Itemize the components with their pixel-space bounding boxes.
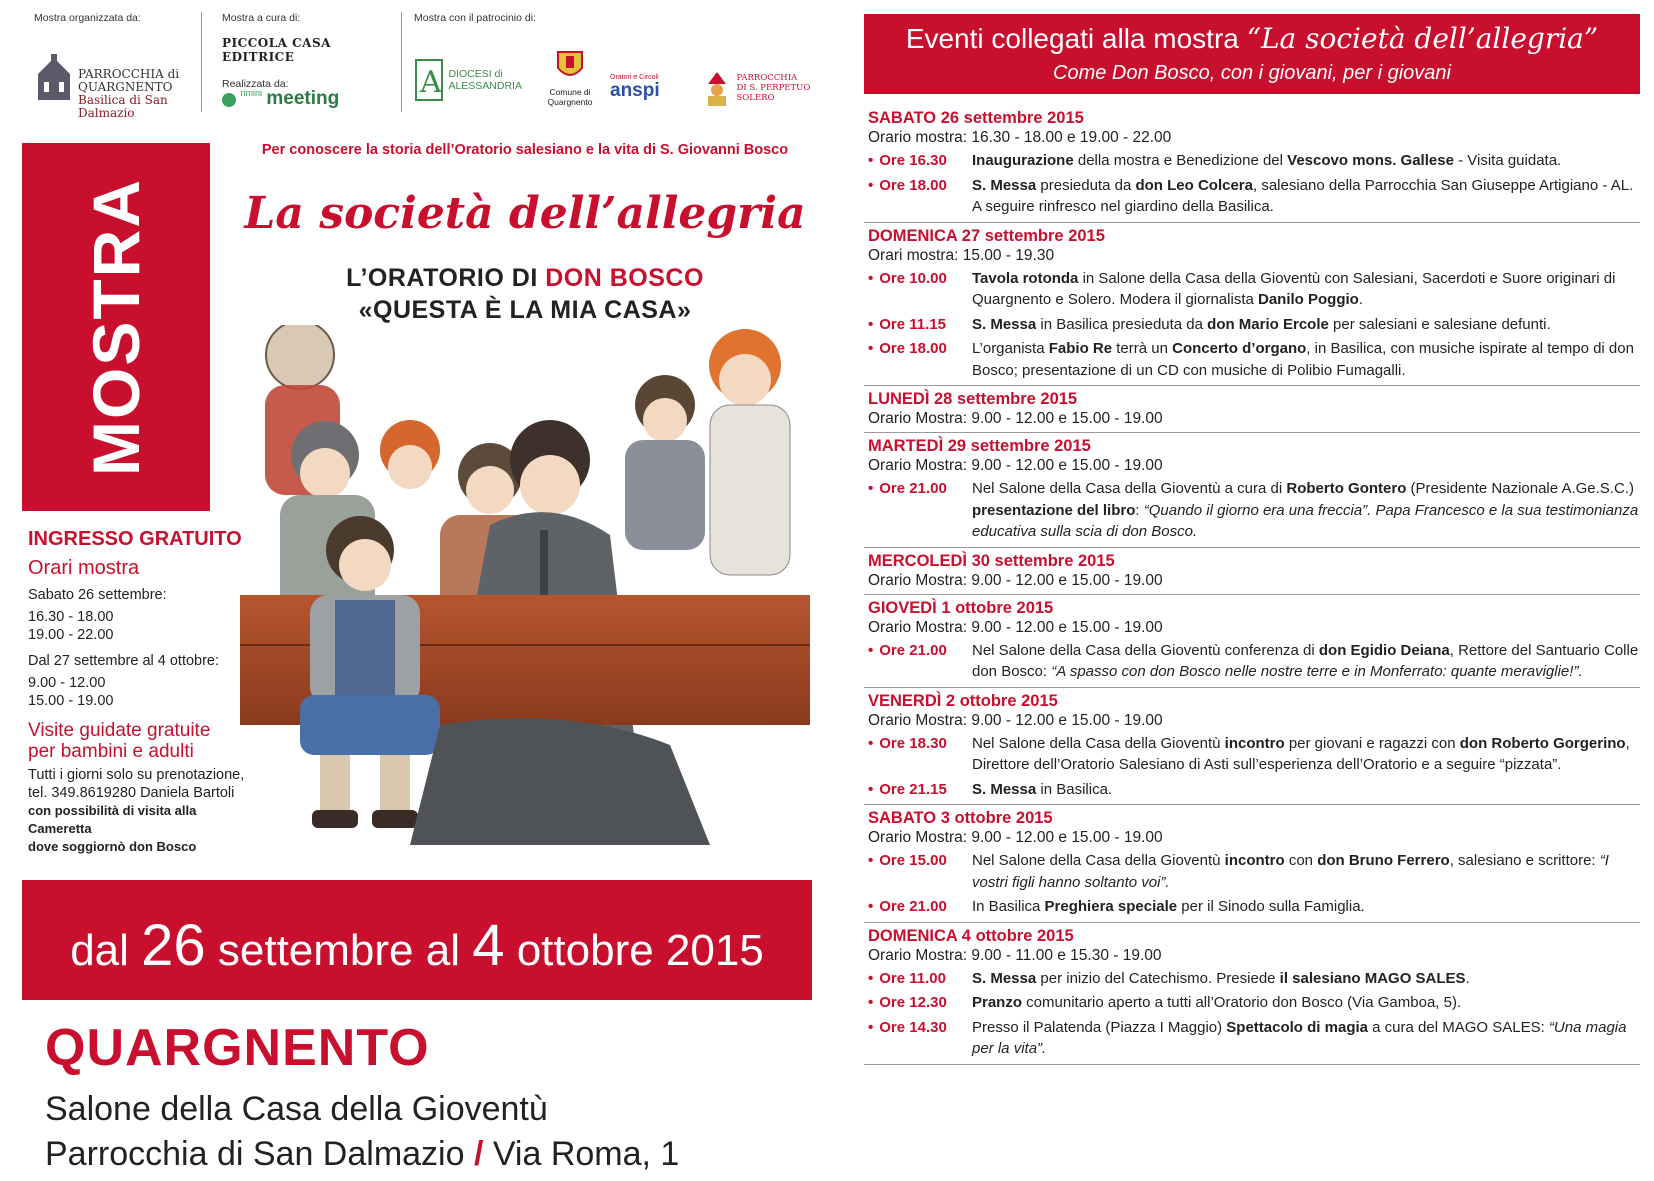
event-item — [868, 338, 1640, 381]
diocesi-logo — [414, 58, 522, 102]
event-item — [868, 850, 1640, 893]
events-title — [864, 22, 1640, 55]
event-time: • Ore 18.00 — [868, 175, 947, 197]
exhibition-subtitle — [240, 262, 810, 326]
events-subtitle: Come Don Bosco, con i giovani, per i giovani — [1053, 62, 1451, 84]
booking-line2: tel. 349.8619280 Daniela Bartoli — [28, 785, 235, 801]
event-description: In Basilica Preghiera speciale per il Sinodo sulla Famiglia. — [972, 898, 1365, 915]
venue-line1: Salone della Casa della Gioventù — [45, 1090, 548, 1128]
city-name: QUARGNENTO — [45, 1019, 430, 1077]
day-block — [864, 805, 1640, 923]
booking-line1: Tutti i giorni solo su prenotazione, — [28, 767, 245, 783]
perpetuo-line1: PARROCCHIA — [736, 73, 798, 83]
day-block — [864, 595, 1640, 688]
day-block — [864, 223, 1640, 387]
intro-text: Per conoscere la storia dell’Oratorio salesiano e la vita di S. Giovanni Bosco — [261, 142, 789, 158]
date-band — [22, 880, 812, 1000]
day-heading: MERCOLEDÌ 30 settembre 2015 — [868, 551, 1115, 570]
event-item — [868, 175, 1640, 218]
day-hours: Orario Mostra: 9.00 - 12.00 e 15.00 - 19.00 — [868, 711, 1163, 729]
sat-label: Sabato 26 settembre: — [28, 587, 167, 603]
event-item — [868, 268, 1640, 311]
date-end-day: 4 — [472, 913, 505, 978]
day-hours: Orario mostra: 16.30 - 18.00 e 19.00 - 22.00 — [868, 129, 1172, 146]
event-time: • Ore 11.15 — [868, 314, 946, 336]
event-time: • Ore 15.00 — [868, 850, 947, 872]
illustration — [240, 325, 810, 855]
day-heading: GIOVEDÌ 1 ottobre 2015 — [868, 598, 1054, 617]
day-block — [864, 548, 1640, 595]
day-heading: MARTEDÌ 29 settembre 2015 — [868, 437, 1091, 455]
date-e: ottobre 2015 — [504, 926, 764, 975]
event-item — [868, 992, 1640, 1014]
parrocchia-logo-line3: Basilica di San Dalmazio — [78, 93, 168, 120]
patronage-block — [402, 12, 812, 112]
venue-address: Via Roma, 1 — [483, 1135, 680, 1173]
events-header — [864, 14, 1640, 94]
event-time: • Ore 18.30 — [868, 733, 947, 755]
event-description: S. Messa in Basilica presieduta da don Mario Ercole per salesiani e salesiane defunti. — [972, 315, 1551, 333]
booking-line3: con possibilità di visita alla Cameretta — [28, 803, 197, 836]
event-description: Nel Salone della Casa della Gioventù incontro per giovani e ragazzi con don Roberto Gorgerino, Direttore dell’Oratorio Salesiano di Asti sull’esperienza dell’Oratorio e a seguire “pizzata”. — [972, 734, 1630, 773]
info-column — [22, 528, 262, 856]
date-a: dal — [70, 926, 142, 975]
event-time: • Ore 21.00 — [868, 896, 947, 918]
comune-line1: Comune di — [549, 87, 591, 97]
subtitle-line1-a: L’ORATORIO DI — [346, 264, 546, 292]
event-item — [868, 968, 1640, 990]
coat-of-arms-icon — [556, 48, 584, 82]
mostra-word: MOSTRA — [79, 178, 153, 476]
event-item — [868, 478, 1640, 543]
mostra-band — [22, 143, 210, 511]
event-time: • Ore 10.00 — [868, 268, 947, 290]
anspi-text: anspi — [610, 80, 660, 101]
event-description: Pranzo comunitario aperto a tutti all’Oratorio don Bosco (Via Gamboa, 5). — [972, 994, 1462, 1011]
perpetuo-line3: SOLERO — [736, 93, 775, 103]
day-block — [864, 688, 1640, 806]
events-title-a: Eventi collegati alla mostra — [905, 23, 1247, 54]
meeting-icon — [222, 93, 236, 107]
anspi-small: Oratori e Circoli — [610, 74, 659, 81]
event-description: Nel Salone della Casa della Gioventù incontro con don Bruno Ferrero, salesiano e scrittore: “I vostri figli hanno soltanto voi”. — [972, 852, 1609, 891]
booking-line4: dove soggiornò don Bosco — [28, 839, 197, 854]
range-hours-2: 15.00 - 19.00 — [28, 693, 114, 709]
sat-hours-1: 16.30 - 18.00 — [28, 609, 114, 625]
range-label: Dal 27 settembre al 4 ottobre: — [28, 653, 220, 669]
subtitle-line1 — [240, 262, 810, 294]
event-item — [868, 150, 1640, 172]
event-item — [868, 733, 1640, 776]
day-hours: Orario Mostra: 9.00 - 12.00 e 15.00 - 19.00 — [868, 410, 1163, 427]
organizer-block — [22, 12, 202, 120]
curator-caption: Mostra a cura di: — [222, 12, 301, 24]
priest-robe — [410, 718, 710, 845]
event-time: • Ore 18.00 — [868, 338, 947, 360]
realizzata-caption: Realizzata da: — [222, 78, 289, 90]
subtitle-line2: «QUESTA È LA MIA CASA» — [358, 296, 692, 324]
event-description: Inaugurazione della mostra e Benedizione del Vescovo mons. Gallese - Visita guidata. — [972, 152, 1562, 169]
guided-tours-line1: Visite guidate gratuite — [28, 720, 211, 741]
venue-line2 — [45, 1135, 679, 1174]
svg-text:A: A — [420, 65, 442, 100]
patronage-caption: Mostra con il patrocinio di: — [414, 12, 536, 24]
event-time: • Ore 12.30 — [868, 992, 947, 1014]
venue-parish: Parrocchia di San Dalmazio — [45, 1135, 474, 1173]
event-description: L’organista Fabio Re terrà un Concerto d’organo, in Basilica, con musiche ispirate al tempo di don Bosco; presentazione di un CD con musiche di Polibio Fumagalli. — [972, 340, 1634, 379]
day-block — [864, 105, 1640, 223]
day-block — [864, 433, 1640, 548]
diocesi-line2: ALESSANDRIA — [448, 80, 522, 92]
date-range — [22, 912, 812, 979]
event-time: • Ore 16.30 — [868, 150, 947, 172]
events-title-b: “La società dell’allegria” — [1246, 22, 1599, 55]
day-hours: Orario Mostra: 9.00 - 12.00 e 15.00 - 19.00 — [868, 457, 1163, 474]
parrocchia-logo-line1: PARROCCHIA di — [78, 67, 180, 81]
day-hours: Orario Mostra: 9.00 - 12.00 e 15.00 - 19.00 — [868, 829, 1163, 846]
editrice-logo: PICCOLA CASA EDITRICE — [222, 36, 331, 64]
parrocchia-logo — [78, 68, 201, 120]
sat-hours-2: 19.00 - 22.00 — [28, 627, 114, 643]
event-time: • Ore 21.00 — [868, 640, 947, 662]
day-heading: DOMENICA 27 settembre 2015 — [868, 226, 1105, 245]
event-time: • Ore 21.00 — [868, 478, 947, 500]
date-start-day: 26 — [141, 913, 206, 978]
guided-tours-line2: per bambini e adulti — [28, 741, 194, 762]
date-c: settembre al — [205, 926, 473, 975]
parrocchia-logo-line2: QUARGNENTO — [78, 80, 173, 94]
comune-line2: Quargnento — [547, 97, 593, 107]
day-hours: Orario Mostra: 9.00 - 12.00 e 15.00 - 19.00 — [868, 618, 1163, 636]
sponsors-strip — [22, 12, 812, 120]
comune-logo — [542, 48, 598, 107]
curator-block — [202, 12, 402, 112]
day-heading: SABATO 3 ottobre 2015 — [868, 809, 1053, 827]
event-time: • Ore 21.15 — [868, 779, 947, 801]
event-description: Nel Salone della Casa della Gioventù conferenza di don Egidio Deiana, Rettore del Santuario Colle don Bosco: “A spasso con don Bosco nelle nostre terre e in Monferrato: quante meraviglie!”. — [972, 641, 1639, 680]
basilica-icon — [34, 54, 74, 100]
day-hours: Orario Mostra: 9.00 - 11.00 e 15.30 - 19.00 — [868, 946, 1162, 964]
day-heading: VENERDÌ 2 ottobre 2015 — [868, 691, 1058, 710]
event-time: • Ore 11.00 — [868, 968, 946, 990]
diocesi-line1: DIOCESI di — [448, 68, 503, 80]
event-item — [868, 1017, 1640, 1060]
bishop-icon — [702, 70, 732, 106]
range-hours-1: 9.00 - 12.00 — [28, 675, 106, 691]
perpetuo-logo — [702, 70, 810, 106]
event-description: Presso il Palatenda (Piazza I Maggio) Spettacolo di magia a cura del MAGO SALES: “Una magia per la vita”. — [972, 1018, 1627, 1057]
event-time: • Ore 14.30 — [868, 1017, 947, 1039]
free-entry: INGRESSO GRATUITO — [28, 528, 242, 550]
meeting-small: rimini — [240, 88, 262, 98]
subtitle-line1-b: DON BOSCO — [545, 264, 704, 292]
event-description: Nel Salone della Casa della Gioventù a cura di Roberto Gontero (Presidente Nazionale A.Ge.S.C.) presentazione del libro: “Quando il giorno era una freccia”. Papa Francesco e la sua testimonianza educativa sulla scia di don Bosco. — [972, 480, 1639, 540]
event-description: Tavola rotonda in Salone della Casa della Gioventù con Salesiani, Sacerdoti e Suore originari di Quargnento e Solero. Modera il giornalista Danilo Poggio. — [972, 269, 1616, 308]
event-description: S. Messa in Basilica. — [972, 780, 1113, 798]
anspi-logo — [610, 74, 660, 100]
event-item — [868, 779, 1640, 801]
venue-slash: / — [473, 1135, 484, 1173]
day-heading: LUNEDÌ 28 settembre 2015 — [868, 390, 1078, 408]
meeting-logo — [222, 88, 339, 110]
events-list — [864, 105, 1640, 1065]
day-hours: Orario Mostra: 9.00 - 12.00 e 15.00 - 19.00 — [868, 571, 1163, 589]
day-block — [864, 923, 1640, 1065]
event-item — [868, 314, 1640, 336]
day-heading: SABATO 26 settembre 2015 — [868, 109, 1084, 127]
day-heading: DOMENICA 4 ottobre 2015 — [868, 926, 1074, 945]
diocesi-icon — [414, 58, 444, 102]
hours-heading: Orari mostra — [28, 557, 140, 579]
event-item — [868, 896, 1640, 918]
exhibition-title: La società dell’allegria — [244, 188, 806, 239]
event-description: S. Messa per inizio del Catechismo. Presiede il salesiano MAGO SALES. — [972, 969, 1470, 987]
event-item — [868, 640, 1640, 683]
day-block — [864, 386, 1640, 433]
meeting-text: meeting — [266, 88, 340, 109]
event-description: S. Messa presieduta da don Leo Colcera, salesiano della Parrocchia San Giuseppe Artigiano - AL. A seguire rinfresco nel giardino della Basilica. — [972, 176, 1634, 215]
perpetuo-line2: DI S. PERPETUO — [736, 83, 811, 93]
organizer-caption: Mostra organizzata da: — [34, 12, 141, 24]
day-hours: Orari mostra: 15.00 - 19.30 — [868, 246, 1055, 264]
